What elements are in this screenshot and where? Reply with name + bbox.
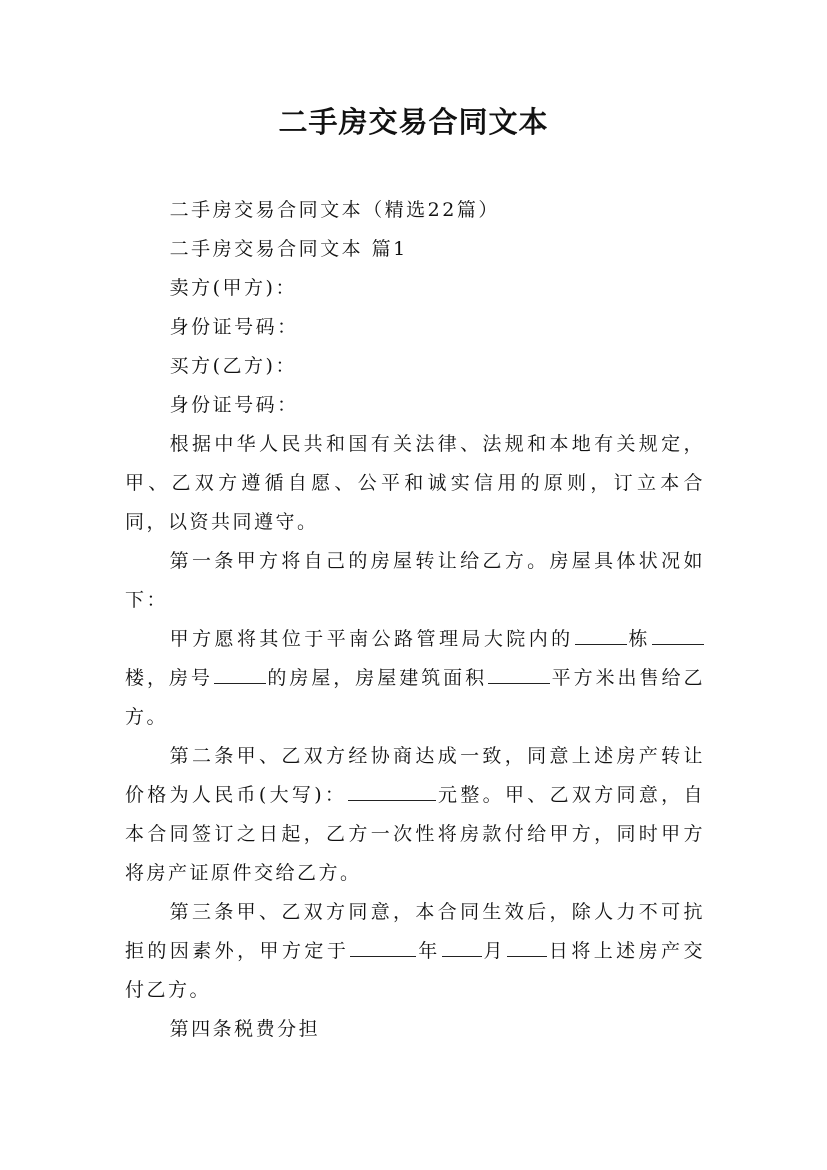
section-heading: 二手房交易合同文本 篇1 <box>169 238 408 260</box>
article-3-paragraph <box>125 893 705 1010</box>
day-blank <box>507 936 547 957</box>
room-number-blank <box>214 663 266 684</box>
article-1-detail-text-1: 甲方愿将其位于平南公路管理局大院内的 <box>169 628 574 650</box>
article-1-detail-text-2: 栋 <box>627 628 651 650</box>
article-2-text-1: 第二条甲、乙双方经协商达成一致，同意上述房产转让价格为人民币(大写)： <box>125 745 705 806</box>
article-1-detail-text-4: 的房屋，房屋建筑面积 <box>266 667 488 689</box>
article-1-detail-paragraph <box>125 620 705 737</box>
article-1-detail-text-3: 楼，房号 <box>125 667 213 689</box>
floor-area-blank <box>488 663 550 684</box>
buyer-id-line: 身份证号码： <box>169 394 299 416</box>
seller-id-line: 身份证号码： <box>169 316 299 338</box>
document-title: 二手房交易合同文本 <box>278 105 549 139</box>
preamble-paragraph: 根据中华人民共和国有关法律、法规和本地有关规定，甲、乙双方遵循自愿、公平和诚实信用的原则，订立本合同，以资共同遵守。 <box>125 433 705 533</box>
article-3-text-3: 月 <box>482 940 506 962</box>
article-3-text-4: 日将上述房产交付乙方。 <box>125 940 705 1001</box>
seller-line: 卖方(甲方)： <box>169 277 297 299</box>
article-1-paragraph: 第一条甲方将自己的房屋转让给乙方。房屋具体状况如下： <box>125 550 705 611</box>
building-number-blank <box>575 624 627 645</box>
document-body <box>125 191 705 1049</box>
year-blank <box>350 936 416 957</box>
month-blank <box>442 936 482 957</box>
article-3-text-2: 年 <box>417 940 441 962</box>
floor-blank <box>652 624 704 645</box>
article-3-text-1: 第三条甲、乙双方同意，本合同生效后，除人力不可抗拒的因素外，甲方定于 <box>125 901 705 962</box>
article-1-detail-text-5: 平方米出售给乙方。 <box>125 667 705 728</box>
buyer-line: 买方(乙方)： <box>169 355 297 377</box>
article-4-heading: 第四条税费分担 <box>169 1018 321 1040</box>
subtitle-line: 二手房交易合同文本（精选22篇） <box>169 199 500 221</box>
article-2-paragraph <box>125 737 705 893</box>
price-blank <box>348 780 436 801</box>
article-2-text-2: 元整。甲、乙双方同意，自本合同签订之日起，乙方一次性将房款付给甲方，同时甲方将房产证原件交给乙方。 <box>125 784 705 884</box>
